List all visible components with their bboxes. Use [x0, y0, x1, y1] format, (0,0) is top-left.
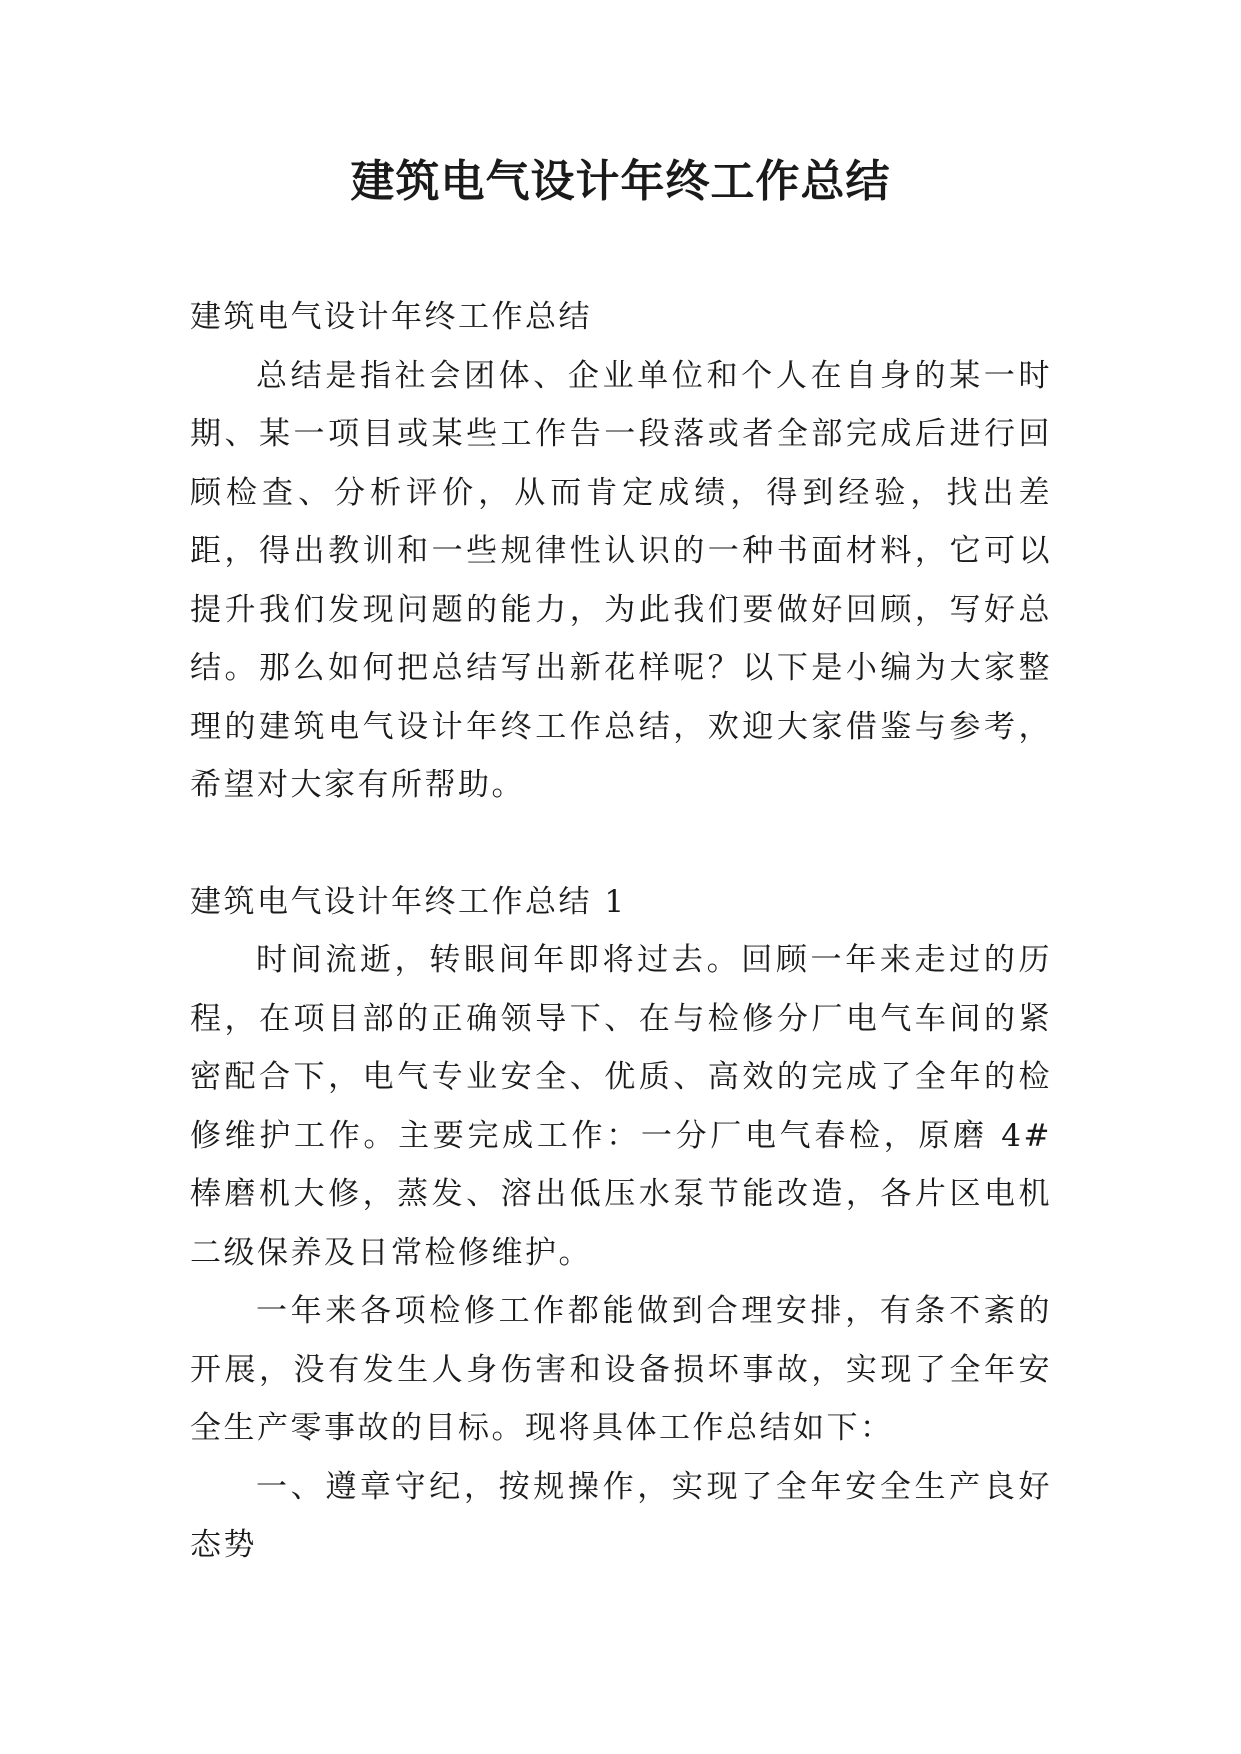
- document-body: [190, 288, 1052, 1575]
- document-title: 建筑电气设计年终工作总结: [350, 156, 891, 207]
- section-paragraph: 时间流逝，转眼间年即将过去。回顾一年来走过的历程，在项目部的正确领导下、在与检修分厂电气车间的紧密配合下，电气专业安全、优质、高效的完成了全年的检修维护工作。主要完成工作：一分厂电气春检，原磨 4#棒磨机大修，蒸发、溶出低压水泵节能改造，各片区电机二级保养及日常检修维护。: [190, 942, 1052, 1271]
- section-paragraph: 一年来各项检修工作都能做到合理安排，有条不紊的开展，没有发生人身伤害和设备损坏事故，实现了全年安全生产零事故的目标。现将具体工作总结如下：: [190, 1293, 1052, 1446]
- section-paragraph: 一、遵章守纪，按规操作，实现了全年安全生产良好态势: [190, 1468, 1052, 1563]
- section-heading: 建筑电气设计年终工作总结 1: [190, 883, 627, 920]
- intro-paragraph: 总结是指社会团体、企业单位和个人在自身的某一时期、某一项目或某些工作告一段落或者全部完成后进行回顾检查、分析评价，从而肯定成绩，得到经验，找出差距，得出教训和一些规律性认识的一种书面材料，它可以提升我们发现问题的能力，为此我们要做好回顾，写好总结。那么如何把总结写出新花样呢？以下是小编为大家整理的建筑电气设计年终工作总结，欢迎大家借鉴与参考，希望对大家有所帮助。: [190, 357, 1052, 803]
- document-subtitle: 建筑电气设计年终工作总结: [190, 299, 592, 335]
